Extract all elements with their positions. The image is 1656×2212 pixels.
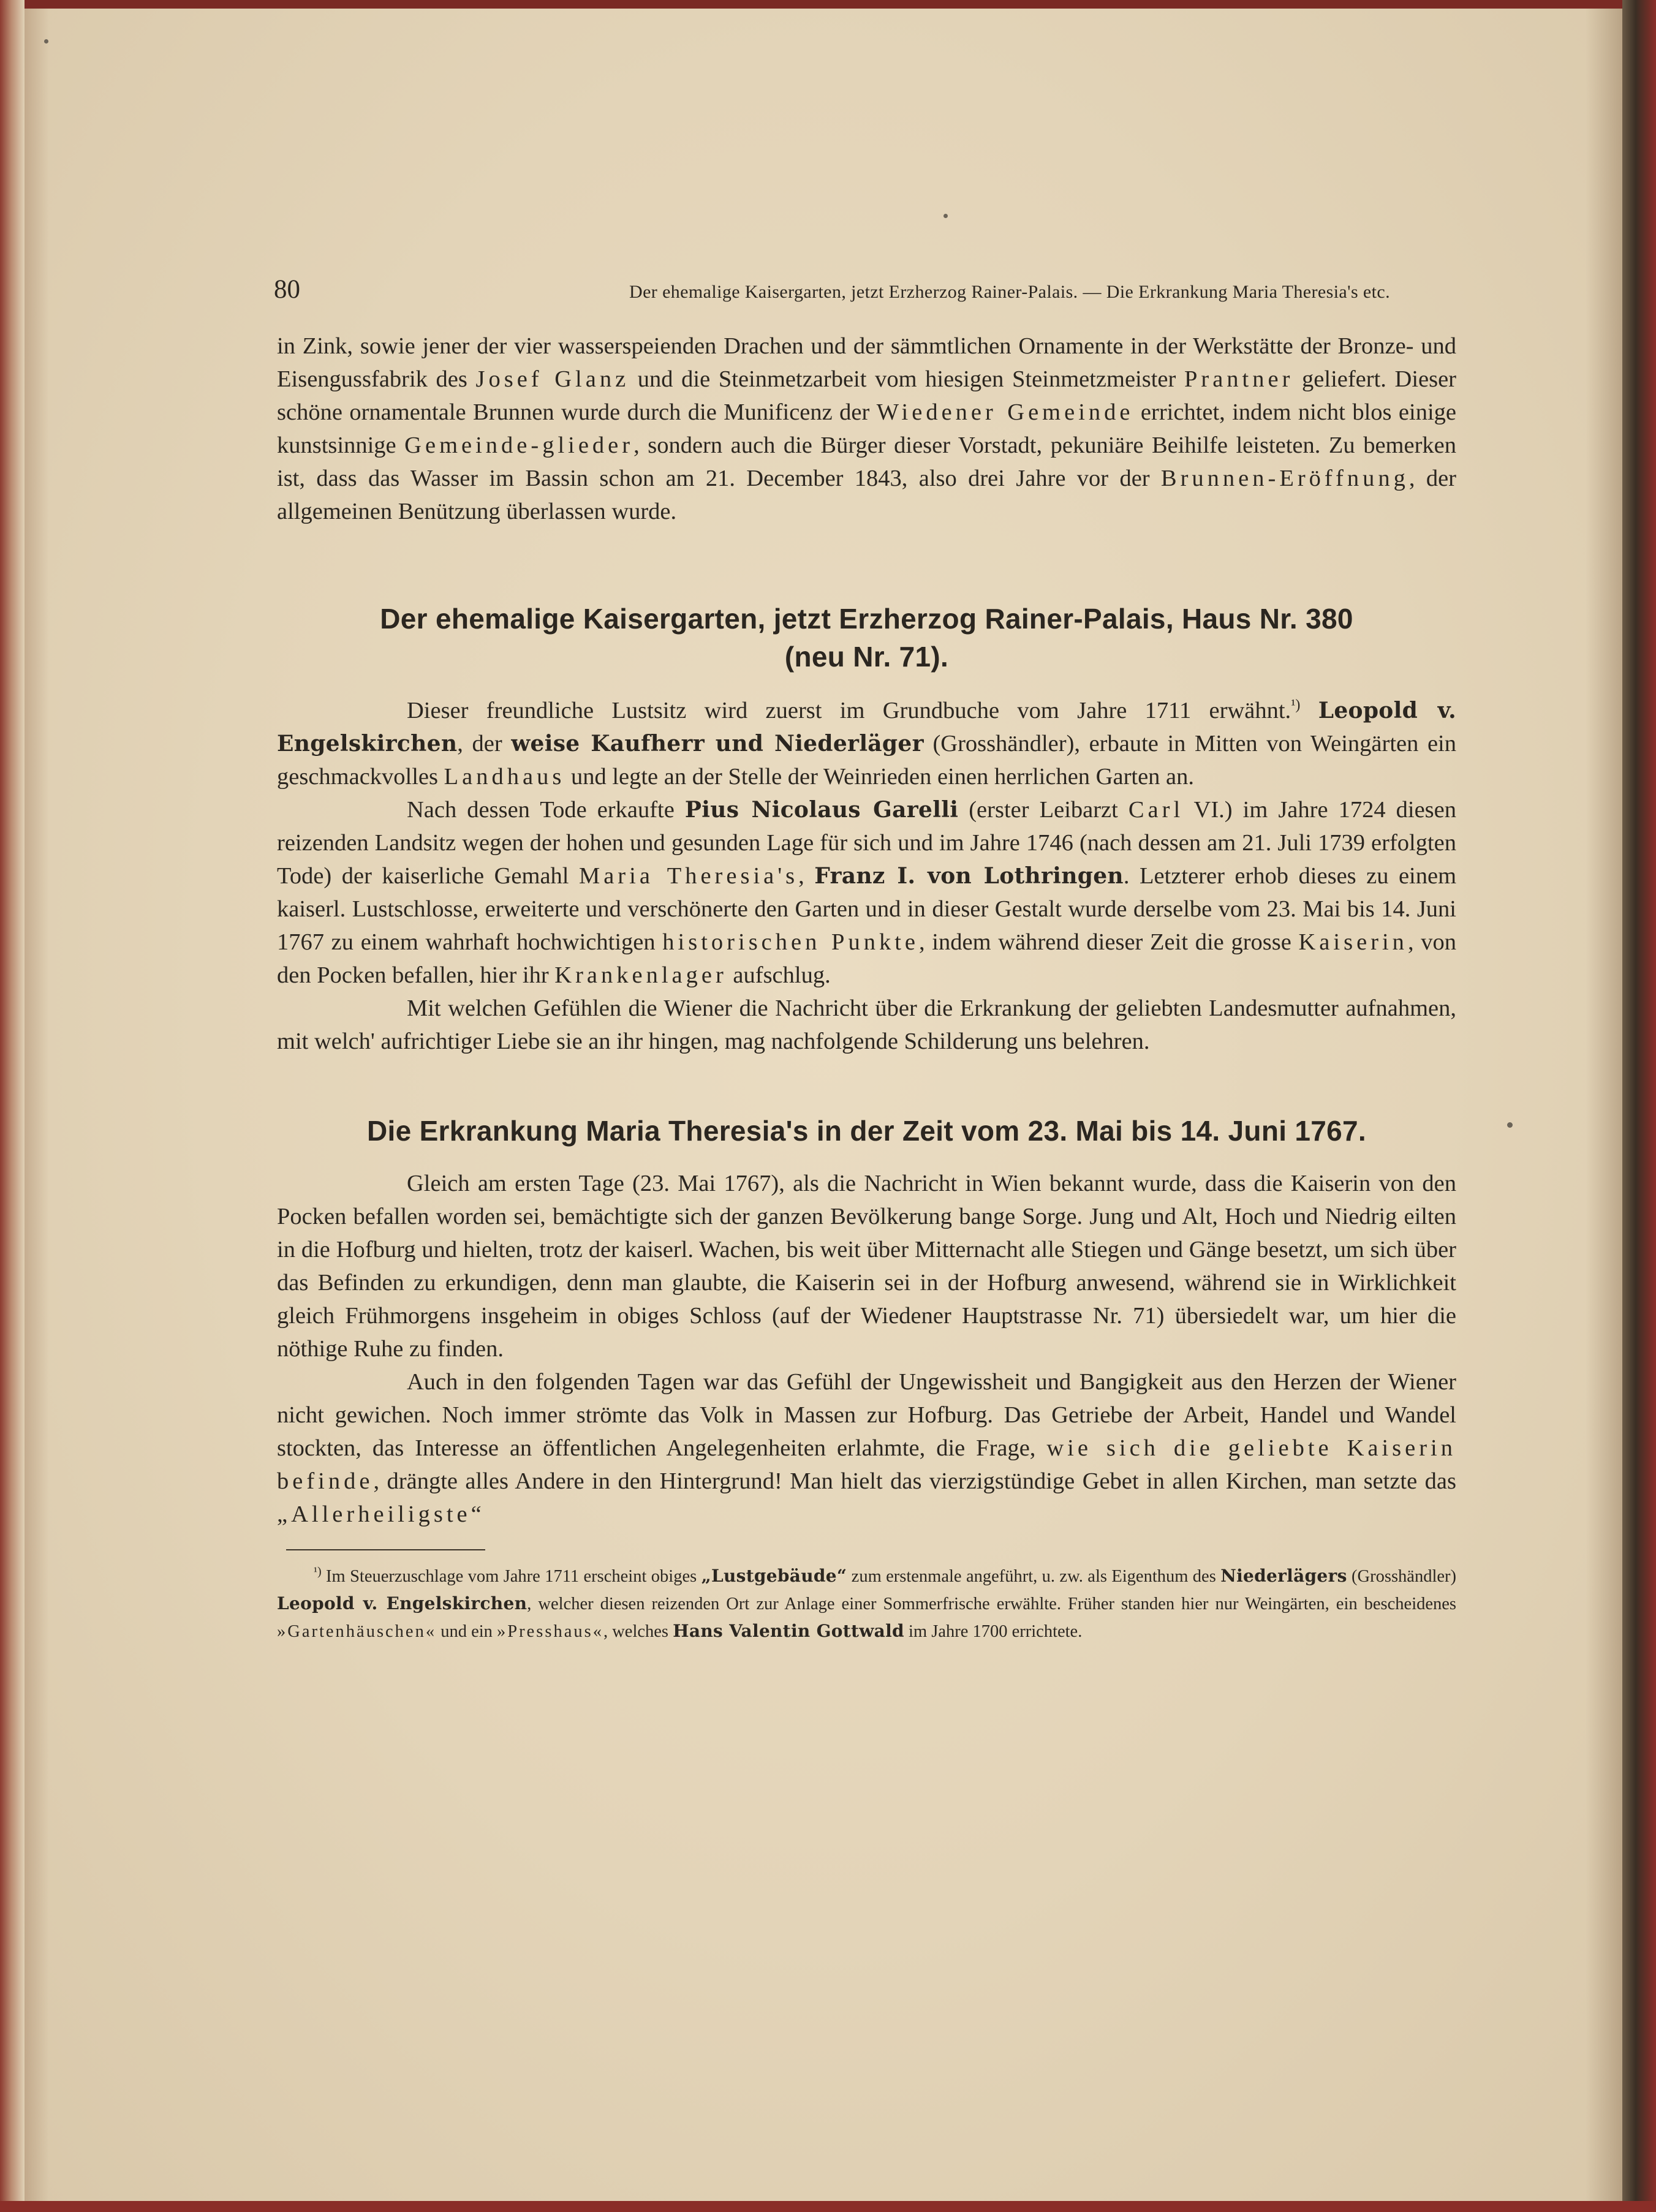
footnote: [277, 1563, 1456, 1645]
spaced-name: Carl: [1128, 797, 1184, 823]
text-run: , welches: [603, 1622, 673, 1641]
text-run: (Grosshändler): [1347, 1567, 1457, 1586]
fraktur-name: Leopold v. Engelskirchen: [277, 1593, 527, 1614]
spaced-name: Prantner: [1184, 366, 1294, 392]
fraktur-term: Niederlägers: [1220, 1566, 1347, 1586]
text-run: aufschlug.: [727, 962, 831, 988]
text-run: , der allgemeinen Benützung überlassen wurde.: [277, 466, 1456, 524]
footnotes: [277, 1563, 1456, 1645]
text-run: , von den Pocken befallen, hier ihr: [277, 929, 1456, 988]
footnote-reference: ¹): [1291, 697, 1301, 714]
book-bottom-edge: [0, 2201, 1656, 2212]
text-run: (Grosshändler), erbaute in Mitten von Weingärten ein geschmackvolles: [277, 731, 1456, 790]
book-binding-edge: [0, 0, 25, 2212]
spaced-word: Landhaus: [444, 764, 565, 790]
footnote-mark: ¹): [314, 1565, 322, 1579]
spaced-name: Wiedener Gemeinde: [876, 399, 1134, 425]
spaced-word: Kaiserin: [1298, 929, 1408, 955]
spaced-word: Krankenlager: [554, 962, 727, 988]
text-run: geliefert. Dieser schöne ornamentale Brunnen wurde durch die Munificenz der: [277, 366, 1457, 425]
fraktur-name: Leopold v. Engelskirchen: [277, 698, 1457, 757]
spaced-word: „Allerheiligste“: [277, 1501, 485, 1527]
text-run: und die Steinmetzarbeit vom hiesigen Steinmetzmeister: [629, 366, 1184, 392]
text-run: , indem während dieser Zeit die grosse: [918, 929, 1299, 955]
heading-line: (neu Nr. 71).: [784, 641, 949, 673]
spaced-name: Josef Glanz: [475, 366, 630, 392]
section-heading-kaisergarten: [277, 600, 1456, 676]
paragraph: Mit welchen Gefühlen die Wiener die Nachricht über die Erkrankung der geliebten Landesmutter aufnahmen, mit welch' aufrichtiger Liebe sie an ihr hingen, mag nachfolgende Schilderung uns belehren.: [277, 995, 1456, 1054]
paragraph: [277, 694, 1456, 793]
section-heading-erkrankung: Die Erkrankung Maria Theresia's in der Zeit vom 23. Mai bis 14. Juni 1767.: [367, 1115, 1366, 1147]
paragraph: Gleich am ersten Tage (23. Mai 1767), als die Nachricht in Wien bekannt wurde, dass die Kaiserin von den Pocken befallen worden sei, bemächtigte sich der ganzen Bevölkerung bange Sorge. Jung und Alt, Hoch und Niedrig eilten in die Hofburg und hielten, trotz der kaiserl. Wachen, bis weit über Mitternacht alle Stiegen und Gänge besetzt, um sich über das Befinden zu erkundigen, denn man glaubte, die Kaiserin sei in der Hofburg anwesend, während sie in Wirklichkeit gleich Frühmorgens insgeheim in obiges Schloss (auf der Wiedener Hauptstrasse Nr. 71) übersiedelt war, um hier die nöthige Ruhe zu finden.: [277, 1171, 1456, 1362]
intro-paragraph: [277, 330, 1456, 528]
paper-speck: [1507, 1122, 1513, 1128]
text-run: , sondern auch die Bürger dieser Vorstadt, pekuniäre Beihilfe leisteten. Zu bemerken ist, dass das Wasser im Bassin schon am 21. December 1843, also drei Jahre vor der: [277, 432, 1456, 491]
fraktur-name: Pius Nicolaus Garelli: [684, 797, 959, 823]
page-number: 80: [274, 275, 300, 304]
text-run: errichtet, indem nicht blos einige kunstsinnige: [277, 399, 1456, 458]
text-run: Im Steuerzuschlage vom Jahre 1711 erscheint obiges: [321, 1567, 701, 1586]
paper-speck: [943, 214, 948, 218]
text-run: , der: [457, 731, 512, 757]
text-run: in Zink, sowie jener der vier wasserspeienden Drachen und der sämmtlichen Ornamente in der Werkstätte der Bronze- und Eisengussfabrik des: [277, 333, 1456, 392]
text-run: im Jahre 1700 errichtete.: [904, 1622, 1083, 1641]
page-body: [277, 330, 1456, 1645]
text-run: (erster Leibarzt: [958, 797, 1129, 823]
text-run: Auch in den folgenden Tagen war das Gefühl der Ungewissheit und Bangigkeit aus den Herzen der Wiener nicht gewichen. Noch immer strömte das Volk in Massen zur Hofburg. Das Getriebe der Arbeit, Handel und Wandel stockten, das Interesse an öffentlichen Angelegenheiten erlahmte, die Frage,: [277, 1369, 1456, 1461]
spaced-word: »Presshaus«: [497, 1622, 603, 1641]
text-run: und ein: [436, 1622, 497, 1641]
text-run: . Letzterer erhob dieses zu einem kaiserl. Lustschlosse, erweiterte und verschönerte den Garten und in dieser Gestalt wurde derselbe vom 23. Mai bis 14. Juni 1767 zu einem wahrhaft hochwichtigen: [277, 863, 1457, 955]
paragraph: [277, 1365, 1456, 1531]
text-run: zum erstenmale angeführt, u. zw. als Eigenthum des: [847, 1567, 1221, 1586]
book-right-edge: [1622, 0, 1656, 2212]
spaced-word: »Gartenhäuschen«: [277, 1622, 437, 1641]
spaced-phrase: wie sich die geliebte Kaiserin befinde: [277, 1435, 1456, 1494]
footnote-divider: [286, 1549, 485, 1550]
book-top-edge: [0, 0, 1656, 9]
running-head: Der ehemalige Kaisergarten, jetzt Erzherzog Rainer-Palais. — Die Erkrankung Maria Theresia's etc.: [629, 282, 1390, 302]
text-run: ,: [798, 863, 815, 889]
text-run: VI.) im Jahre 1724 diesen reizenden Landsitz wegen der hohen und gesunden Lage für sich und im Jahre 1746 (nach dessen am 21. Juli 1739 erfolgten Tode) der kaiserliche Gemahl: [277, 797, 1456, 889]
fraktur-term: „Lustgebäude“: [701, 1566, 847, 1586]
text-run: und legte an der Stelle der Weinrieden einen herrlichen Garten an.: [565, 764, 1195, 790]
spaced-name: Maria Theresia's: [578, 863, 799, 889]
text-run: , welcher diesen reizenden Ort zur Anlage einer Sommerfrische erwählte. Früher standen hier nur Weingärten, ein bescheidenes: [527, 1595, 1457, 1614]
fraktur-term: weise Kaufherr und Niederläger: [511, 731, 924, 757]
page-header: [248, 273, 1390, 304]
spaced-name: Gemeinde-glieder: [404, 432, 634, 458]
spaced-name: Brunnen-Eröffnung: [1160, 466, 1409, 491]
spaced-word: historischen Punkte: [662, 929, 919, 955]
text-run: Dieser freundliche Lustsitz wird zuerst im Grundbuche vom Jahre 1711 erwähnt.: [407, 698, 1291, 723]
paragraph: [277, 793, 1456, 992]
text-run: , drängte alles Andere in den Hintergrund! Man hielt das vierzigstündige Gebet in allen Kirchen, man setzte das: [373, 1468, 1456, 1494]
paper-speck: [44, 39, 48, 43]
heading-line: Der ehemalige Kaisergarten, jetzt Erzherzog Rainer-Palais, Haus Nr. 380: [380, 603, 1353, 635]
fraktur-name: Hans Valentin Gottwald: [673, 1621, 904, 1641]
text-run: Nach dessen Tode erkaufte: [407, 797, 685, 823]
fraktur-name: Franz I. von Lothringen: [814, 863, 1124, 889]
